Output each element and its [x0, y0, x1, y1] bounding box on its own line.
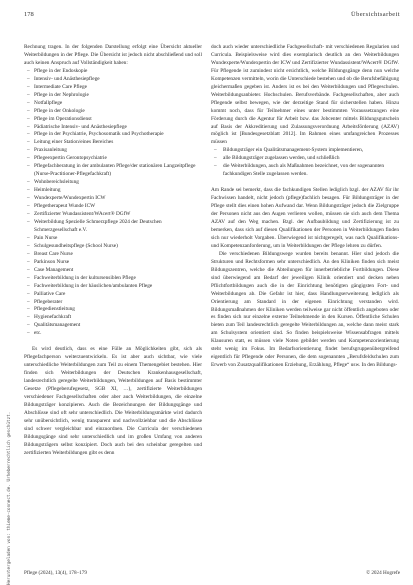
requirements-list — [211, 147, 399, 179]
list-item: – Schulgesundheitspflege (School Nurse) — [24, 243, 202, 251]
section-title: Übersichtsarbeit — [351, 11, 400, 18]
list-item: – Fachweiterbildung in der kultursensiblen Pflege — [24, 275, 202, 283]
list-item: – Palliative Care — [24, 291, 202, 299]
list-item: – Heimleitung — [24, 187, 202, 195]
right-column — [211, 44, 399, 370]
copyright-notice: © 2024 Hogrefe — [366, 570, 400, 576]
list-item: – Qualitätsmanagement — [24, 322, 202, 330]
list-item: – Pflege in der Endoskopie — [24, 68, 202, 76]
list-item: – Pflegefachberatung in der ambulanten Pflege/der stationären Langzeitpflege (Nurse-Practitioner-Pflegefachkraft) — [24, 163, 202, 179]
list-item: – Case Management — [24, 267, 202, 275]
body-paragraph: Am Rande sei bemerkt, dass die fachkundigen Stellen lediglich bzgl. der AZAV für ihr Fachwissen handelt, nicht jedoch (pflege)fachlich besagen. Für Bildungsträger in der Pflege stellt dies einen hohen Aufwand dar. Wenn Bildungsträger jedoch die Zielgruppe der Personen nicht aus den Augen verlieren wollen, müssen sie sich auch dem Thema AZAV auf den Weg machen. Bzgl. der Aufbaubildung und Zertifizierung ist zu bemerken, dass sich auf diesen Qualifikationen der Personen in Weiterbildungen finden sich nur wiederholt Vorgaben. Überwiegend ist nichtgeregelt, was nach Qualifikations- und Kompetenzanforderung, um in Weiterbildungen der Pflege lehren zu dürfen. — [211, 187, 399, 249]
list-item: – Pflege im Operationsdienst — [24, 116, 202, 124]
list-item: – Pflege in der Psychiatrie, Psychosomatik und Psychotherapie — [24, 131, 202, 139]
intro-paragraph: Rechnung tragen. In der folgenden Darstellung erfolgt eine Übersicht aktueller Weiterbildungen in der Pflege. Die Übersicht ist jedoch nicht abschließend und soll auch keinen Anspruch auf Vollständigkeit haben: — [24, 44, 202, 66]
page-number: 178 — [24, 11, 34, 18]
list-item: – Hygienefachkraft — [24, 314, 202, 322]
left-column — [24, 44, 202, 458]
list-item: – Pflege in der Nephrologie — [24, 92, 202, 100]
side-watermark-text: Heruntergeladen von: thieme-connect.de. Urheberrechtlich geschützt. — [7, 411, 12, 585]
list-item: – Pflege in der Onkologie — [24, 108, 202, 116]
page-header — [24, 11, 400, 21]
list-item: – Praxisanleitung — [24, 147, 202, 155]
list-item: – Notfallpflege — [24, 100, 202, 108]
page-footer — [24, 570, 400, 578]
list-item: – Pain Nurse — [24, 235, 202, 243]
list-item: – etc. — [24, 330, 202, 338]
side-watermark — [0, 0, 14, 585]
list-item: – Wohnbereichsleitung — [24, 179, 202, 187]
body-paragraph: Es wird deutlich, dass es eine Fülle an Möglichkeiten gibt, sich als Pflegefachperson weiterzuentwickeln. Es ist aber auch sichtbar, wie viele unterschiedliche Weiterbildungen zum Teil zu einem Themengebiet bestehen. Hier finden sich Weiterbildungen der Deutschen Krankenhausgesellschaft, landesrechtlich geregelte Weiterbildungen, Weiterbildungen auf Basis bestimmter Gesetze (Pflegeberufegesetz, SGB XI, …), zertifizierte Weiterbildungen verschiedener Fachgesellschaften oder aber auch Weiterbildungen, die einzelne Bildungsträger konzipieren. Auch die Bezeichnungen der Bildungsgänge und Abschlüsse sind oft sehr unterschiedlich. Die Weiterbildungsmärkte wird dadurch sehr unübersichtlich, wenig transparent und nachvollziehbar und die Abschlüsse sind schwer vergleichbar und einzuordnen. Die Curricula der verschiedenen Bildungsgänge sind sehr unterschiedlich und im großen Umfang von anderen Bildungsträgern selbst konzipiert. Doch auch bei den scheinbar geregelten und zertifizierten Weiterbildungen gibt es denn — [24, 346, 202, 456]
list-item: – Pflegedienstleitung — [24, 306, 202, 314]
journal-citation: Pflege (2024), 13(4), 178–179 — [24, 570, 87, 576]
list-item: – Intensiv- und Anästhesiepflege — [24, 76, 202, 84]
body-paragraph: Die verschiedenen Bildungswege wurden bereits benannt. Hier sind jedoch die Strukturen und Rechtsformen sehr unterschiedlich. An den Kliniken finden sich meist Bildungszentren, welche die Abteilungen für innerbetriebliche Fortbildungen. Diese sind überwiegend am Bedarf der jeweiligen Klinik orientiert und decken neben Pflichtfortbildungen auch die in der Einrichtung benötigten gängigsten Fort- und Weiterbildungen ab. Die Gefahr ist hier, dass Handlungserweiterung lediglich als Orientierung am Standard in der eigenen Einrichtung verstanden wird. Bildungsmaßnahmen der Kliniken werden teilweise gar nicht öffentlich angeboten oder es finden sich nur einzelne externe Teilnehmende in den Kursen. Öffentliche Schulen bieten zum Teil landesrechtlich geregelte Weiterbildungen an, welche dann meist stark am Schulsystem orientiert sind. So finden beispielsweise Wissensabfragen mittels Klausuren statt, es müssen viele Noten gebildet werden und Kompetenzorientierung steht wenig im Fokus. Im Bedarfsorientierung findet berufsgruppenübergreifend eigentlich für Pflegende oder Personen, die dem sogenannten „Berufsfeldschulen zum Erwerb von Zusatzqualifikationen Erziehung, Erzählung, Pflege“ usw. In den Bildungs- — [211, 250, 399, 369]
list-item: – Pflegetherapeut Wunde ICW — [24, 203, 202, 211]
list-item: – Weiterbildung Spezielle Schmerzpflege 2024 der Deutschen Schmerzgesellschaft e.V. — [24, 219, 202, 235]
list-item: – die Weiterbildungen, auch als Maßnahmen bezeichnet, von der sogenannten fachkundigen Stelle zugelassen werden. — [211, 163, 399, 179]
list-item: – Pädiatrische Intensiv- und Anästhesiepflege — [24, 124, 202, 132]
list-item: – Intermediate Care Pflege — [24, 84, 202, 92]
list-item: – Fachweiterbildung in der häuslichen/ambulanten Pflege — [24, 283, 202, 291]
list-item: – Breast Care Nurse — [24, 251, 202, 259]
body-paragraph: doch auch wieder unterschiedliche Fachgesellschaft- mit verschiedenen Regularien und Curricula. Beispielsweise wird dies exemplarisch deutlich an den Weiterbildungen Wundexperte/Wundexpertin der ICW und Zertifizierter Wundassistent/WAcert® DGfW. Für Pflegende ist zumindest nicht ersichtlich, welche Bildungsgänge denn nun welche Kompetenzen vermitteln, worin die Unterschiede bestehen und ob die Berufsbefähigung gleichermaßen gegeben ist. Anders ist es bei den Weiterbildungen und Pflegeschulen. Weiterbildungsanbieter. Hochschulen. Berufsverbände. Fachgesellschaften, aber auch Pflegende selbst bewegen, wie der derzeitige Stand für sicherstellen haben. Hinzu kommt noch, dass für Teilnehmer eines unter bestimmten Voraussetzungen eine Förderung durch die Agentur für Arbeit bzw. das Jobcenter mittels Bildungsgutschein auf Basis der Akkreditierung und Zulassungsverordnung Arbeitsförderung (AZAV) möglich ist [Bundesgesetzblatt 2012]. Im Rahmen eines umfangreichen Prozesses müssen — [211, 44, 399, 146]
list-item: – Parkinson Nurse — [24, 259, 202, 267]
list-item: – Zertifizierter Wundassistent/WAcert® DGfW — [24, 211, 202, 219]
list-item: – Leitung einer Station/eines Bereiches — [24, 139, 202, 147]
list-item: – Pflegeberater — [24, 299, 202, 307]
list-item: – Wundexperte/Wundexpertin ICW — [24, 195, 202, 203]
list-item: – alle Bildungsträger zugelassen werden, und schließlich — [211, 155, 399, 163]
training-list — [24, 68, 202, 338]
list-item: – Bildungsträger ein Qualitätsmanagement-System implementieren, — [211, 147, 399, 155]
list-item: – Pflegeexpertin Gerontopsychiatrie — [24, 155, 202, 163]
